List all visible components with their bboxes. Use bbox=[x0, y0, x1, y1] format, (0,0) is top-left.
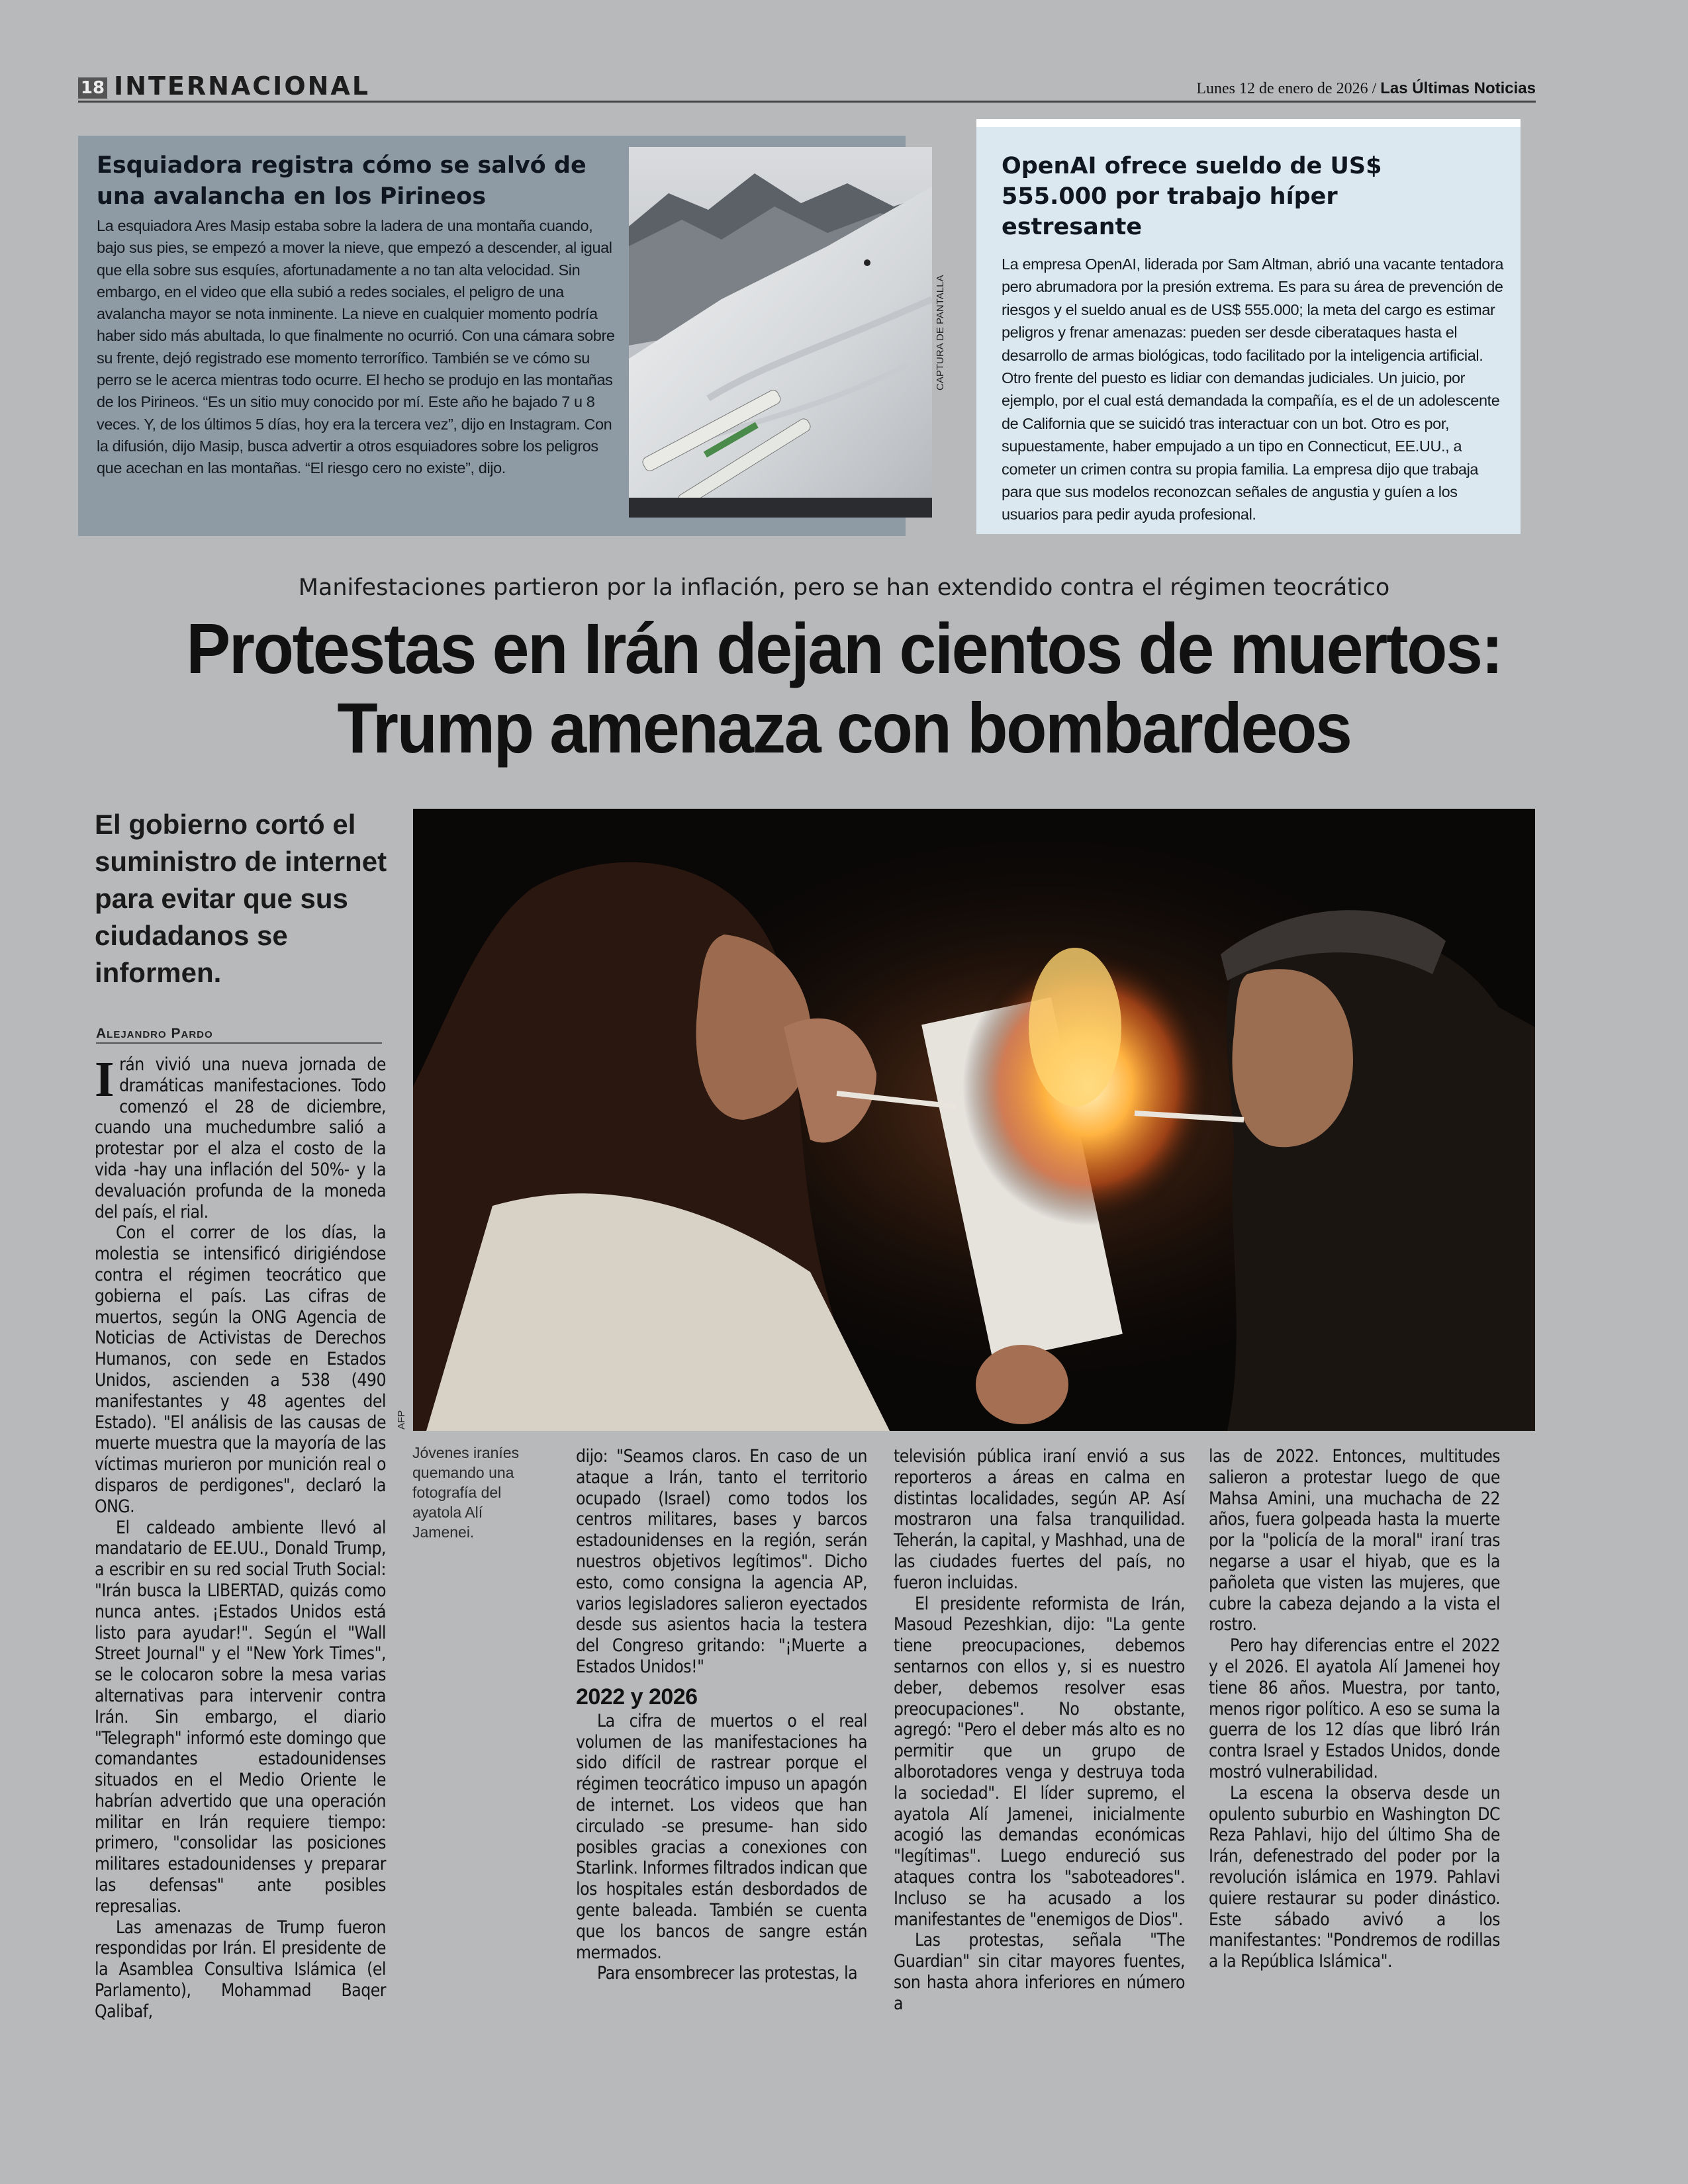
newspaper-name: Las Últimas Noticias bbox=[1380, 79, 1536, 97]
article-paragraph bbox=[95, 1052, 386, 1223]
article-column-2 bbox=[576, 1447, 867, 1985]
page-number: 18 bbox=[78, 77, 107, 99]
article-paragraph: Las amenazas de Trump fueron respondidas por Irán. El presidente de la Asamblea Consultiva Islámica (el Parlamento), Mohammad Baqer Qalibaf, bbox=[95, 1917, 386, 2022]
ski-story-title: Esquiadora registra cómo se salvó de una avalancha en los Pirineos bbox=[97, 152, 586, 210]
article-paragraph: El caldeado ambiente llevó al mandatario de EE.UU., Donald Trump, a escribir en su red social Truth Social: "Irán busca la LIBERTAD, quizás como nunca antes. ¡Estados Unidos está listo para ayudar!". Según el "Wall Street Journal" y el "New York Times", se le colocaron sobre la mesa varias alternativas para intervenir contra Irán. Sin embargo, el diario "Telegraph" informó este domingo que comandantes estadounidenses situados en el Medio Oriente le habrían advertido que una operación militar en Irán requiere tiempo: primero, "consolidar las posiciones militares estadounidenses y preparar las defensas" ante posibles represalias. bbox=[95, 1518, 386, 1917]
article-paragraph: televisión pública iraní envió a sus reporteros a áreas en calma en distintas localidades, según AP. Así mostraron una falsa tranquilidad. Teherán, la capital, y Mashhad, una de las ciudades fuertes del país, no fueron incluidas. bbox=[894, 1447, 1185, 1593]
article-subhead: 2022 y 2026 bbox=[576, 1684, 698, 1709]
openai-story-box bbox=[976, 119, 1521, 534]
article-paragraph: Para ensombrecer las protestas, la bbox=[597, 1964, 858, 1984]
protest-photo-caption: Jóvenes iraníes quemando una fotografía del ayatola Alí Jamenei. bbox=[412, 1444, 520, 1541]
protest-photo-credit: AFP bbox=[396, 1410, 407, 1430]
article-column-3 bbox=[894, 1447, 1185, 2015]
protest-photo-illustration bbox=[413, 809, 1535, 1431]
section-title: INTERNACIONAL bbox=[114, 71, 371, 101]
main-kicker: Manifestaciones partieron por la inflación, pero se han extendido contra el régimen teocrático bbox=[298, 574, 1390, 601]
main-deck: El gobierno cortó el suministro de internet para evitar que sus ciudadanos se informen. bbox=[95, 809, 387, 988]
byline-rule bbox=[96, 1042, 382, 1044]
dateline-separator: / bbox=[1372, 80, 1377, 97]
article-paragraph: Con el correr de los días, la molestia se intensificó dirigiéndose contra el régimen teocrático que gobierna el país. Las cifras de muertos, según la ONG Agencia de Noticias de Activistas de Derechos Humanos, con sede en Estados Unidos, ascienden a 538 (490 manifestantes y 48 agentes del Estado). "El análisis de las causas de muerte muestra que la mayoría de las víctimas murieron por munición real o disparos de perdigones", declaró la ONG. bbox=[95, 1223, 386, 1517]
article-paragraph: Las protestas, señala "The Guardian" sin citar mayores fuentes, son hasta ahora inferiores en número a bbox=[894, 1931, 1185, 2014]
issue-date: Lunes 12 de enero de 2026 bbox=[1196, 80, 1368, 97]
byline: Alejandro Pardo bbox=[96, 1026, 213, 1041]
openai-story-title: OpenAI ofrece sueldo de US$ 555.000 por trabajo híper estresante bbox=[1002, 153, 1382, 240]
article-paragraph: La escena la observa desde un opulento suburbio en Washington DC Reza Pahlavi, hijo del último Sha de Irán, defenestrado del poder por la revolución islámica en 1979. Pahlavi quiere restaurar su poder dinástico. Este sábado avivó a los manifestantes: "Pondremos de rodillas a la República Islámica". bbox=[1209, 1783, 1500, 1972]
paragraph-text: rán vivió una nueva jornada de dramáticas manifestaciones. Todo comenzó el 28 de diciembre, cuando una muchedumbre salió a protestar por el alza el costo de la vida -hay una inflación del 50%- y la devaluación profunda de la moneda del país, el rial. bbox=[95, 1055, 386, 1222]
openai-story-body: La empresa OpenAI, liderada por Sam Altman, abrió una vacante tentadora pero abrumadora por la presión extrema. Es para su área de prevención de riesgos y el sueldo anual es de US$ 555.000; la meta del cargo es estimar peligros y frenar amenazas: pueden ser desde ciberataques hasta el desarrollo de armas biológicas, todo facilitado por la inteligencia artificial. Otro frente del puesto es lidiar con demandas judiciales. Un juicio, por ejemplo, por el cual está demandada la compañía, es el de un adolescente de California que se suicidó tras interactuar con un bot. Otro es por, supuestamente, haber empujado a un tipo en Connecticut, EE.UU., a cometer un crimen contra su propia familia. La empresa dijo que trabaja para que sus modelos reconozcan señales de angustia y guíen a los usuarios para pedir ayuda profesional. bbox=[1002, 255, 1504, 523]
article-paragraph: El presidente reformista de Irán, Masoud Pezeshkian, dijo: "La gente tiene preocupaciones, debemos sentarnos con ellos y, si es nuestro deber, debemos resolver esas preocupaciones". No obstante, agregó: "Pero el deber más alto es no permitir que un grupo de alborotadores venga y destruya toda la sociedad". El líder supremo, el ayatola Alí Jamenei, inicialmente acogió las demandas económicas "legítimas". Luego endureció sus ataques contra los "saboteadores". Incluso se ha acusado a los manifestantes de "enemigos de Dios". bbox=[894, 1594, 1185, 1930]
main-headline bbox=[59, 609, 1629, 768]
article-column-4 bbox=[1209, 1447, 1500, 1973]
ski-photo bbox=[629, 147, 932, 518]
article-paragraph: Pero hay diferencias entre el 2022 y el 2026. El ayatola Alí Jamenei hoy tiene 86 años. Muestra, por tanto, menos rigor político. A eso se suma la guerra de los 12 días que libró Irán contra Israel y Estados Unidos, donde mostró vulnerabilidad. bbox=[1209, 1636, 1500, 1782]
drop-cap: I bbox=[95, 1052, 115, 1107]
header-dateline bbox=[1196, 79, 1536, 98]
ski-photo-illustration bbox=[629, 147, 932, 518]
article-paragraph: las de 2022. Entonces, multitudes salieron a protestar luego de que Mahsa Amini, una muchacha de 22 años, fuera golpeada hasta la muerte por la "policía de la moral" iraní tras negarse a usar el hiyab, que es la pañoleta que visten las mujeres, que cubre la cabeza dejando a la vista el rostro. bbox=[1209, 1447, 1500, 1635]
header-rule bbox=[78, 101, 1536, 103]
protest-photo bbox=[413, 809, 1535, 1431]
article-column-1 bbox=[95, 1052, 386, 2023]
ski-story-body: La esquiadora Ares Masip estaba sobre la ladera de una montaña cuando, bajo sus pies, se empezó a mover la nieve, que empezó a descender, al igual que ella sobre sus esquíes, afortunadamente a no tan alta velocidad. Sin embargo, en el video que ella subió a redes sociales, el peligro de una avalancha mayor se nota inminente. La nieve en cualquier momento podría haber sido más abultada, lo que finalmente no ocurrió. Con una cámara sobre su frente, dejó registrado ese momento terrorífico. También se ve cómo su perro se le acerca mientras todo ocurre. El hecho se produjo en las montañas de los Pirineos. “Es un sitio muy conocido por mí. Este año he bajado 7 u 8 veces. Y, de los últimos 5 días, hoy era la tercera vez”, dijo en Instagram. Con la difusión, dijo Masip, busca advertir a otros esquiadores sobre los peligros que acechan en las montañas. “El riesgo cero no existe”, dijo. bbox=[97, 217, 615, 477]
headline-line-1: Protestas en Irán dejan cientos de muertos: bbox=[186, 608, 1502, 688]
article-paragraph: La cifra de muertos o el real volumen de las manifestaciones ha sido difícil de rastrear porque el régimen teocrático impuso un apagón de internet. Los videos que han circulado -se presume- han sido posibles gracias a conexiones con Starlink. Informes filtrados indican que los hospitales están desbordados de gente baleada. También se cuenta que los bancos de sangre están mermados. bbox=[576, 1711, 867, 1963]
ski-photo-credit: CAPTURA DE PANTALLA bbox=[935, 275, 946, 390]
headline-line-2: Trump amenaza con bombardeos bbox=[337, 688, 1351, 768]
article-paragraph: dijo: "Seamos claros. En caso de un ataque a Irán, tanto el territorio ocupado (Israel) como todos los centros militares, bases y barcos estadounidenses en la región, serán nuestros objetivos legítimos". Dicho esto, como consigna la agencia AP, varios legisladores salieron eyectados desde sus asientos hacia la testera del Congreso gritando: "¡Muerte a Estados Unidos!" bbox=[576, 1447, 867, 1677]
